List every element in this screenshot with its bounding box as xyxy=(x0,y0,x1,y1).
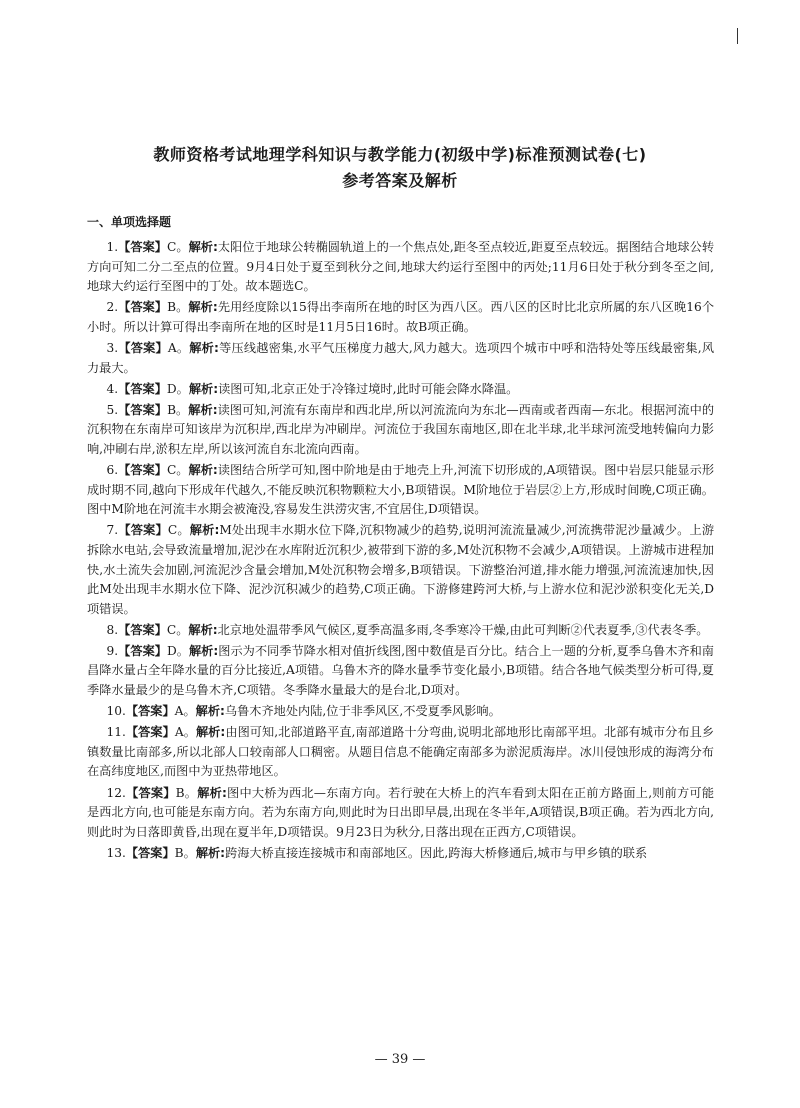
explanation-text: 太阳位于地球公转椭圆轨道上的一个焦点处,距冬至点较近,距夏至点较远。据图结合地球公转方向可知二分二至点的位置。9月4日处于夏至到秋分之间,地球大约运行至图中的丙处;11月6日处于秋分到冬至之间,地球大约运行至图中的丁处。故本题选C。 xyxy=(87,240,715,294)
explanation-label: 解析: xyxy=(188,240,218,254)
answer-item xyxy=(87,401,714,460)
explanation-label: 解析: xyxy=(195,725,226,740)
answer-label: 【答案】 xyxy=(118,402,168,417)
explanation-text: 图示为不同季节降水相对值折线图,图中数值是百分比。结合上一题的分析,夏季乌鲁木齐和南昌降水量占全年降水量的百分比接近,A项错。乌鲁木齐的降水量季节变化最小,B项错。结合各地气候类型分析可得,夏季降水量最少的是乌鲁木齐,C项错。冬季降水量最大的是台北,D项对。 xyxy=(87,643,714,698)
item-number: 1. xyxy=(106,240,119,254)
item-number: 12. xyxy=(106,785,126,800)
answer-label: 【答案】 xyxy=(118,523,168,538)
explanation-text: 图中大桥为西北—东南方向。若行驶在大桥上的汽车看到太阳在正前方路面上,则前方可能是西北方向,也可能是东南方向。若为东南方向,则此时为日出即早晨,出现在冬半年,A项错误,B项正确。若为西北方向,则此时为日落即黄昏,出现在夏半年,D项错误。9月23日为秋分,日落出现在正西方,C项错误。 xyxy=(87,785,715,839)
explanation-label: 解析: xyxy=(188,402,218,417)
item-number: 8. xyxy=(106,622,119,637)
answer-label: 【答案】 xyxy=(118,381,167,396)
answer-list xyxy=(87,238,714,865)
explanation-text: 先用经度除以15得出李南所在地的时区为西八区。西八区的区时比北京所属的东八区晚16个小时。所以计算可得出李南所在地的区时是11月5日16时。故B项正确。 xyxy=(87,300,715,334)
answer-choice: C。 xyxy=(167,523,190,538)
answer-label: 【答案】 xyxy=(125,725,175,740)
explanation-label: 解析: xyxy=(195,845,226,860)
answer-label: 【答案】 xyxy=(125,845,175,860)
item-number: 4. xyxy=(106,381,119,396)
answer-choice: B。 xyxy=(167,300,189,315)
answer-choice: D。 xyxy=(166,643,189,658)
page-title: 教师资格考试地理学科知识与教学能力(初级中学)标准预测试卷(七) xyxy=(153,145,647,164)
answer-label: 【答案】 xyxy=(118,643,167,658)
explanation-label: 解析: xyxy=(188,463,218,478)
answer-item xyxy=(87,621,714,641)
explanation-text: 跨海大桥直接连接城市和南部地区。因此,跨海大桥修通后,城市与甲乡镇的联系 xyxy=(225,845,648,860)
answer-label: 【答案】 xyxy=(118,300,168,315)
section-heading: 一、单项选择题 xyxy=(87,215,172,229)
explanation-text: 读图可知,河流有东南岸和西北岸,所以河流流向为东北—西南或者西南—东北。根据河流中的沉积物在东南岸可知该岸为沉积岸,西北岸为冲刷岸。河流位于我国东南地区,即在北半球,北半球河流受地转偏向力影响,冲刷右岸,淤积左岸,所以该河流自东北流向西南。 xyxy=(87,402,715,456)
page-subtitle: 参考答案及解析 xyxy=(342,171,458,190)
item-number: 6. xyxy=(106,463,119,478)
explanation-label: 解析: xyxy=(188,300,218,315)
answer-item xyxy=(87,723,714,782)
answer-choice: C。 xyxy=(167,240,189,254)
answer-item xyxy=(87,642,714,701)
explanation-text: 由图可知,北部道路平直,南部道路十分弯曲,说明北部地形比南部平坦。北部有城市分布且乡镇数量比南部多,所以北部人口较南部人口稠密。从题目信息不能确定南部多为淤泥质海岸。冰川侵蚀形成的海湾分布在高纬度地区,而图中为亚热带地区。 xyxy=(87,725,715,779)
explanation-label: 解析: xyxy=(189,340,219,355)
explanation-label: 解析: xyxy=(188,381,219,396)
explanation-text: M处出现丰水期水位下降,沉积物减少的趋势,说明河流流量减少,河流携带泥沙量减少。上游拆除水电站,会导致流量增加,泥沙在水库附近沉积少,被带到下游的多,M处沉积物不会减少,A项错误。上游城市进程加快,水土流失会加剧,河流泥沙含量会增加,M处沉积物会增多,B项错误。下游整治河道,排水能力增强,河流流速加快,因此M处出现丰水期水位下降、泥沙沉积减少的趋势,C项正确。下游修建跨河大桥,与上游水位和泥沙淤积变化无关,D项错误。 xyxy=(87,523,715,616)
answer-item xyxy=(87,521,714,619)
item-number: 10. xyxy=(106,704,126,719)
page-edge-mark xyxy=(737,28,738,44)
answer-choice: C。 xyxy=(166,622,189,637)
item-number: 11. xyxy=(106,725,126,740)
page-number: — 39 — xyxy=(374,1052,426,1067)
explanation-text: 北京地处温带季风气候区,夏季高温多雨,冬季寒冷干燥,由此可判断②代表夏季,③代表冬季。 xyxy=(217,622,709,637)
explanation-text: 等压线越密集,水平气压梯度力越大,风力越大。选项四个城市中呼和浩特处等压线最密集,风力最大。 xyxy=(87,340,715,375)
explanation-label: 解析: xyxy=(189,523,220,538)
explanation-text: 读图结合所学可知,图中阶地是由于地壳上升,河流下切形成的,A项错误。图中岩层只能显示形成时期不同,越向下形成年代越久,不能反映沉积物颗粒大小,B项错误。M阶地位于岩层②上方,形成时间晚,C项正确。图中M阶地在河流丰水期会被淹没,容易发生洪涝灾害,不宜居住,D项错误。 xyxy=(87,463,715,517)
answer-item xyxy=(87,339,714,378)
answer-item xyxy=(87,461,714,520)
explanation-label: 解析: xyxy=(197,785,227,800)
answer-label: 【答案】 xyxy=(118,240,168,254)
item-number: 7. xyxy=(106,523,119,538)
item-number: 5. xyxy=(106,402,119,417)
answer-item xyxy=(87,702,714,722)
item-number: 3. xyxy=(106,340,119,355)
explanation-text: 乌鲁木齐地处内陆,位于非季风区,不受夏季风影响。 xyxy=(224,704,501,719)
answer-choice: B。 xyxy=(174,845,196,860)
explanation-label: 解析: xyxy=(195,704,225,719)
answer-choice: B。 xyxy=(175,785,198,800)
answer-item xyxy=(87,298,714,337)
answer-choice: A。 xyxy=(174,725,196,740)
item-number: 13. xyxy=(106,845,126,860)
explanation-label: 解析: xyxy=(188,622,218,637)
answer-choice: B。 xyxy=(167,402,189,417)
answer-choice: C。 xyxy=(166,463,189,478)
explanation-label: 解析: xyxy=(188,643,219,658)
answer-item xyxy=(87,238,714,297)
item-number: 2. xyxy=(106,300,119,315)
answer-item xyxy=(87,380,714,400)
answer-label: 【答案】 xyxy=(118,340,168,355)
answer-choice: A。 xyxy=(167,340,190,355)
answer-label: 【答案】 xyxy=(125,785,176,800)
answer-choice: D。 xyxy=(166,381,189,396)
explanation-text: 读图可知,北京正处于冷锋过境时,此时可能会降水降温。 xyxy=(218,381,519,396)
answer-choice: A。 xyxy=(174,704,196,719)
item-number: 9. xyxy=(106,643,119,658)
answer-item xyxy=(87,784,714,843)
answer-label: 【答案】 xyxy=(125,704,175,719)
answer-label: 【答案】 xyxy=(118,463,167,478)
answer-item xyxy=(87,844,714,864)
answer-label: 【答案】 xyxy=(118,622,167,637)
